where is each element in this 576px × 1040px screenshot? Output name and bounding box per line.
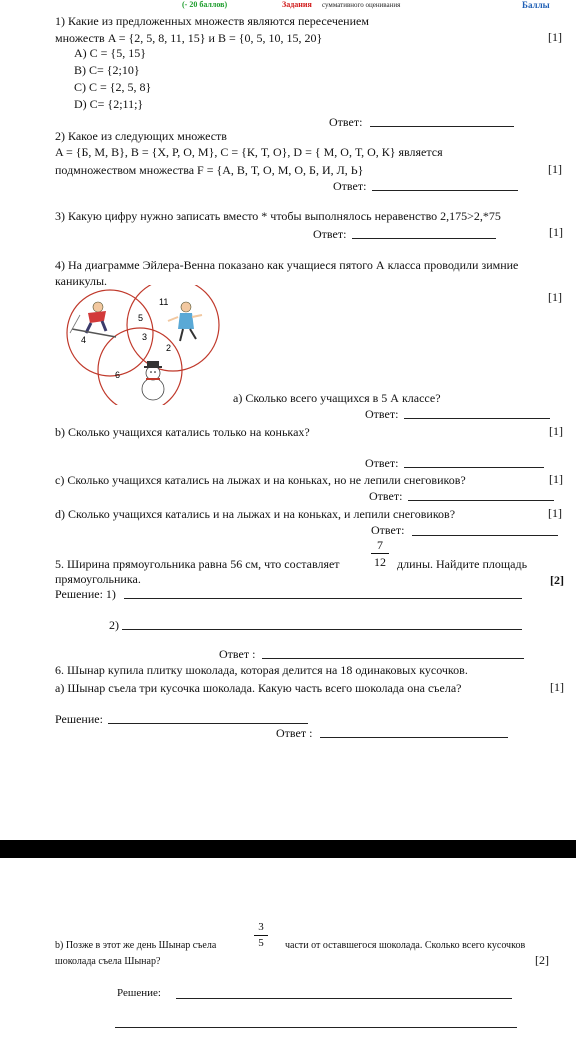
q3-answer-line[interactable] [352, 238, 496, 239]
q2-text-line2: A = {Б, М, В}, B = {Х, Р, О, М}, C = {К, Т, О}, D = { М, О, Т, О, К} является [55, 145, 443, 159]
q5-text-line2: прямоугольника. [55, 572, 141, 586]
q4c-answer-line[interactable] [408, 500, 554, 501]
q4c-answer-label: Ответ: [369, 489, 403, 503]
q1-option-a: A) C = {5, 15} [74, 46, 146, 60]
q5-solution1-line[interactable] [124, 598, 522, 599]
q2-answer-line[interactable] [372, 190, 518, 191]
q4d-text: d) Сколько учащихся катались и на лыжах и на коньках, и лепили снеговиков? [55, 507, 456, 521]
q4b-score: [1] [549, 424, 563, 438]
q5-answer-line[interactable] [262, 658, 524, 659]
q4d-score: [1] [548, 506, 562, 520]
q6b-score: [2] [535, 953, 549, 967]
skier-figure [70, 302, 116, 337]
q1-text-line2: множеств A = {2, 5, 8, 11, 15} и B = {0, 5, 10, 15, 20} [55, 31, 323, 45]
q2-text-line3: подмножеством множества F = {А, В, Т, О, М, О, Б, И, Л, Ь} [55, 163, 364, 177]
q6a-answer-line[interactable] [320, 737, 508, 738]
q6a-answer-label: Ответ : [276, 726, 313, 740]
q4a-answer-line[interactable] [404, 418, 550, 419]
q3-answer-label: Ответ: [313, 227, 347, 241]
q6a-text: a) Шынар съела три кусочка шоколада. Какую часть всего шоколада она съела? [55, 681, 462, 695]
q1-answer-label: Ответ: [329, 115, 363, 129]
q3-score: [1] [549, 225, 563, 239]
q2-text-line1: 2) Какое из следующих множеств [55, 129, 227, 143]
q1-option-b: B) C= {2;10} [74, 63, 140, 77]
points-label: (- 20 баллов) [182, 0, 228, 9]
venn-diagram [58, 285, 238, 405]
snowman-figure [142, 361, 164, 400]
q2-answer-label: Ответ: [333, 179, 367, 193]
q1-text-line1: 1) Какие из предложенных множеств являются пересечением [55, 14, 369, 28]
q5-fraction-bar [371, 553, 389, 554]
q5-fraction-denominator: 12 [374, 555, 386, 569]
q6a-score: [1] [550, 680, 564, 694]
q6-text: 6. Шынар купила плитку шоколада, которая делится на 18 одинаковых кусочков. [55, 663, 468, 677]
q5-solution2-line[interactable] [122, 629, 522, 630]
q6b-solution-label: Решение: [117, 987, 161, 999]
q6b-text-part1: b) Позже в этот же день Шынар съела [55, 940, 217, 951]
q1-score: [1] [548, 30, 562, 44]
q4b-answer-label: Ответ: [365, 456, 399, 470]
q5-fraction [371, 539, 389, 568]
q4c-score: [1] [549, 472, 563, 486]
q4d-answer-label: Ответ: [371, 523, 405, 537]
q6b-solution-line2[interactable] [115, 1027, 517, 1028]
q6b-text-part2: части от оставшегося шоколада. Сколько всего кусочков [285, 940, 526, 951]
score-column-label: Баллы [522, 0, 550, 10]
venn-value-6: 6 [115, 370, 121, 380]
q6a-solution-line[interactable] [108, 723, 308, 724]
q5-fraction-numerator: 7 [377, 538, 383, 552]
q4a-answer-label: Ответ: [365, 407, 399, 421]
q6b-text-line2: шоколада съела Шынар? [55, 956, 161, 967]
q1-option-c: C) C = {2, 5, 8} [74, 80, 152, 94]
venn-circle-snowman [98, 328, 182, 405]
q5-score: [2] [550, 573, 564, 587]
venn-value-11: 11 [159, 297, 169, 307]
q6b-fraction-numerator: 3 [258, 921, 264, 933]
q6a-solution-label: Решение: [55, 712, 103, 726]
tasks-title: Задания [282, 0, 312, 9]
skater-figure [168, 302, 202, 341]
q4b-text: b) Сколько учащихся катались только на коньках? [55, 425, 310, 439]
q4a-text: a) Сколько всего учащихся в 5 А классе? [233, 391, 441, 405]
q4-score: [1] [548, 290, 562, 304]
q4-text-line2: каникулы. [55, 274, 108, 288]
q6b-fraction-denominator: 5 [258, 937, 264, 949]
q4d-answer-line[interactable] [412, 535, 558, 536]
venn-value-3: 3 [142, 332, 148, 342]
q1-option-d: D) C= {2;11;} [74, 97, 144, 111]
q6b-fraction-bar [254, 935, 268, 936]
q5-solution1-label: Решение: 1) [55, 587, 116, 601]
venn-value-2: 2 [166, 343, 172, 353]
venn-value-5: 5 [138, 313, 144, 323]
venn-circle-ski [67, 290, 153, 376]
q4-text-line1: 4) На диаграмме Эйлера-Венна показано как учащиеся пятого А класса проводили зимние [55, 258, 519, 272]
q4c-text: c) Сколько учащихся катались на лыжах и на коньках, но не лепили снеговиков? [55, 473, 466, 487]
q6b-solution-line1[interactable] [176, 998, 512, 999]
venn-value-4: 4 [81, 335, 87, 345]
page-separator [0, 840, 576, 858]
q2-score: [1] [548, 162, 562, 176]
q5-solution2-label: 2) [109, 618, 119, 632]
q4b-answer-line[interactable] [404, 467, 544, 468]
tasks-subtitle: суммативного оценивания [322, 1, 401, 9]
q1-answer-line[interactable] [370, 126, 514, 127]
q6b-fraction [254, 922, 268, 949]
q3-text: 3) Какую цифру нужно записать вместо * чтобы выполнялось неравенство 2,175>2,*75 [55, 209, 501, 223]
q5-text-part1: 5. Ширина прямоугольника равна 56 см, что составляет [55, 557, 340, 571]
q5-text-part2: длины. Найдите площадь [397, 557, 528, 571]
q5-answer-label: Ответ : [219, 647, 256, 661]
